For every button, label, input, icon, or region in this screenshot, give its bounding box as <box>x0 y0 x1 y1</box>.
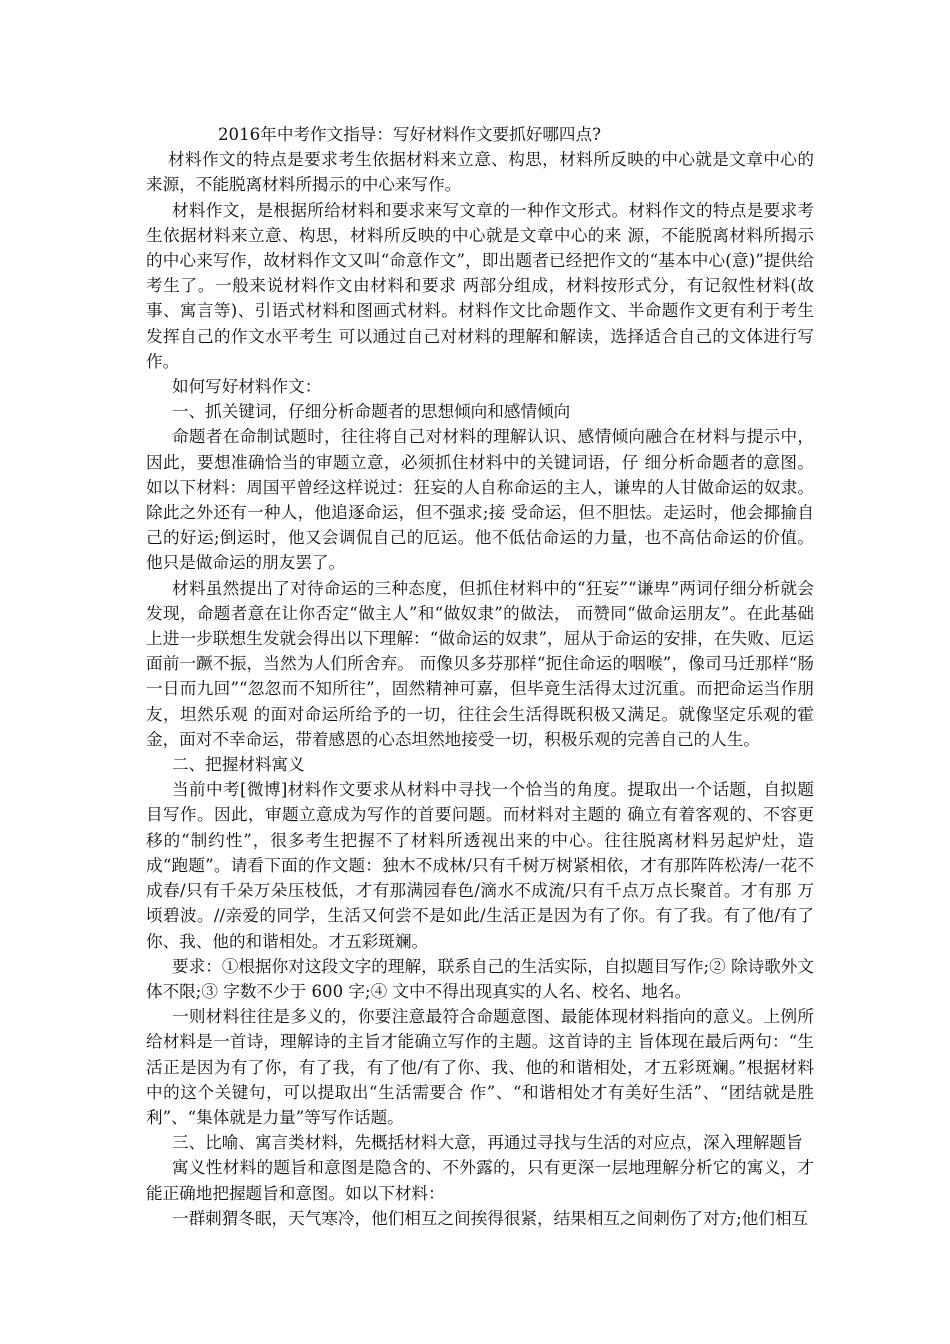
section-heading-2: 二、把握材料寓义 <box>172 755 305 775</box>
paragraph-hedgehog: 一群刺猬冬眠，天气寒冷，他们相互之间挨得很紧，结果相互之间刺伤了对方;他们相互 <box>172 1208 809 1228</box>
section-heading-3: 三、比喻、寓言类材料，先概括材料大意，再通过寻找与生活的对应点，深入理解题旨 <box>172 1133 803 1153</box>
paragraph-polysemy: 一则材料往往是多义的，你要注意最符合命题意图、最能体现材料指向的意义。上例所给材料是一首诗，理解诗的主旨才能确立写作的主题。这首诗的主 旨体现在最后两句：“生活正是因为有了你，有了我，有了他/有了你、我、他的和谐相处，才五彩斑斓。”根据材料中的这个关键句，可以提取出“生活需要合 作”、“和谐相处才有美好生活”、“团结就是胜利”、“集体就是力量”等写作话题。 <box>146 1007 814 1127</box>
paragraph-material-meaning: 当前中考[微博]材料作文要求从材料中寻找一个恰当的角度。提取出一个话题，自拟题目写作。因此，审题立意成为写作的首要问题。而材料对主题的 确立有着客观的、不容更移的“制约性”，很多考生把握不了材料所透视出来的中心。往往脱离材料另起炉灶，造成“跑题”。请看下面的作文题：独木不成林/只有千树万树紧相依，才有那阵阵松涛/一花不成春/只有千朵万朵压枝低，才有那满园春色/滴水不成流/只有千点万点长聚首。才有那 万顷碧波。//亲爱的同学，生活又何尝不是如此/生活正是因为有了你。有了我。有了他/有了你、我、他的和谐相处。才五彩斑斓。 <box>146 780 814 951</box>
paragraph-intro: 材料作文的特点是要求考生依据材料来立意、构思，材料所反映的中心就是文章中心的来源，不能脱离材料所揭示的中心来写作。 <box>146 150 814 195</box>
document-body <box>146 122 814 1231</box>
section-heading-1: 一、抓关键词，仔细分析命题者的思想倾向和感情倾向 <box>172 402 571 422</box>
paragraph-definition: 材料作文，是根据所给材料和要求来写文章的一种作文形式。材料作文的特点是要求考生依据材料来立意、构思，材料所反映的中心就是文章中心的来 源，不能脱离材料所揭示的中心来写作，故材料作文又叫“命意作文”，即出题者已经把作文的“基本中心(意)”提供给考生了。一般来说材料作文由材料和要求 两部分组成，材料按形式分，有记叙性材料(故事、寓言等)、引语式材料和图画式材料。材料作文比命题作文、半命题作文更有利于考生发挥自己的作文水平考生 可以通过自己对材料的理解和解读，选择适合自己的文体进行写作。 <box>146 200 814 371</box>
document-title: 2016年中考作文指导：写好材料作文要抓好哪四点? <box>218 125 602 144</box>
paragraph-keywords: 命题者在命制试题时，往往将自己对材料的理解认识、感情倾向融合在材料与提示中，因此，要想准确恰当的审题立意，必须抓住材料中的关键词语，仔 细分析命题者的意图。如以下材料：周国平曾经这样说过：狂妄的人自称命运的主人，谦卑的人甘做命运的奴隶。除此之外还有一种人，他追逐命运，但不强求;接 受命运，但不胆怯。走运时，他会揶揄自己的好运;倒运时，他又会调侃自己的厄运。他不低估命运的力量，也不高估命运的价值。他只是做命运的朋友罢了。 <box>146 427 814 573</box>
paragraph-allegory: 寓义性材料的题旨和意图是隐含的、不外露的，只有更深一层地理解分析它的寓义，才能正确地把握题旨和意图。如以下材料： <box>146 1158 814 1203</box>
paragraph-requirements: 要求：①根据你对这段文字的理解，联系自己的生活实际，自拟题目写作;② 除诗歌外文体不限;③ 字数不少于 600 字;④ 文中不得出现真实的人名、校名、地名。 <box>146 956 814 1001</box>
paragraph-how-to: 如何写好材料作文： <box>172 377 322 397</box>
paragraph-analysis: 材料虽然提出了对待命运的三种态度，但抓住材料中的“狂妄”“谦卑”两词仔细分析就会发现，命题者意在让你否定“做主人”和“做奴隶”的做法， 而赞同“做命运朋友”。在此基础上进一步联想生发就会得出以下理解：“做命运的奴隶”，屈从于命运的安排，在失败、厄运面前一蹶不振，当然为人们所舍弃。 而像贝多芬那样“扼住命运的咽喉”，像司马迁那样“肠一日而九回”“忽忽而不知所往”，固然精神可嘉，但毕竟生活得太过沉重。而把命运当作朋友，坦然乐观 的面对命运所给予的一切，往往会生活得既积极又满足。就像坚定乐观的霍金，面对不幸命运，带着感恩的心态坦然地接受一切，积极乐观的完善自己的人生。 <box>146 578 814 749</box>
